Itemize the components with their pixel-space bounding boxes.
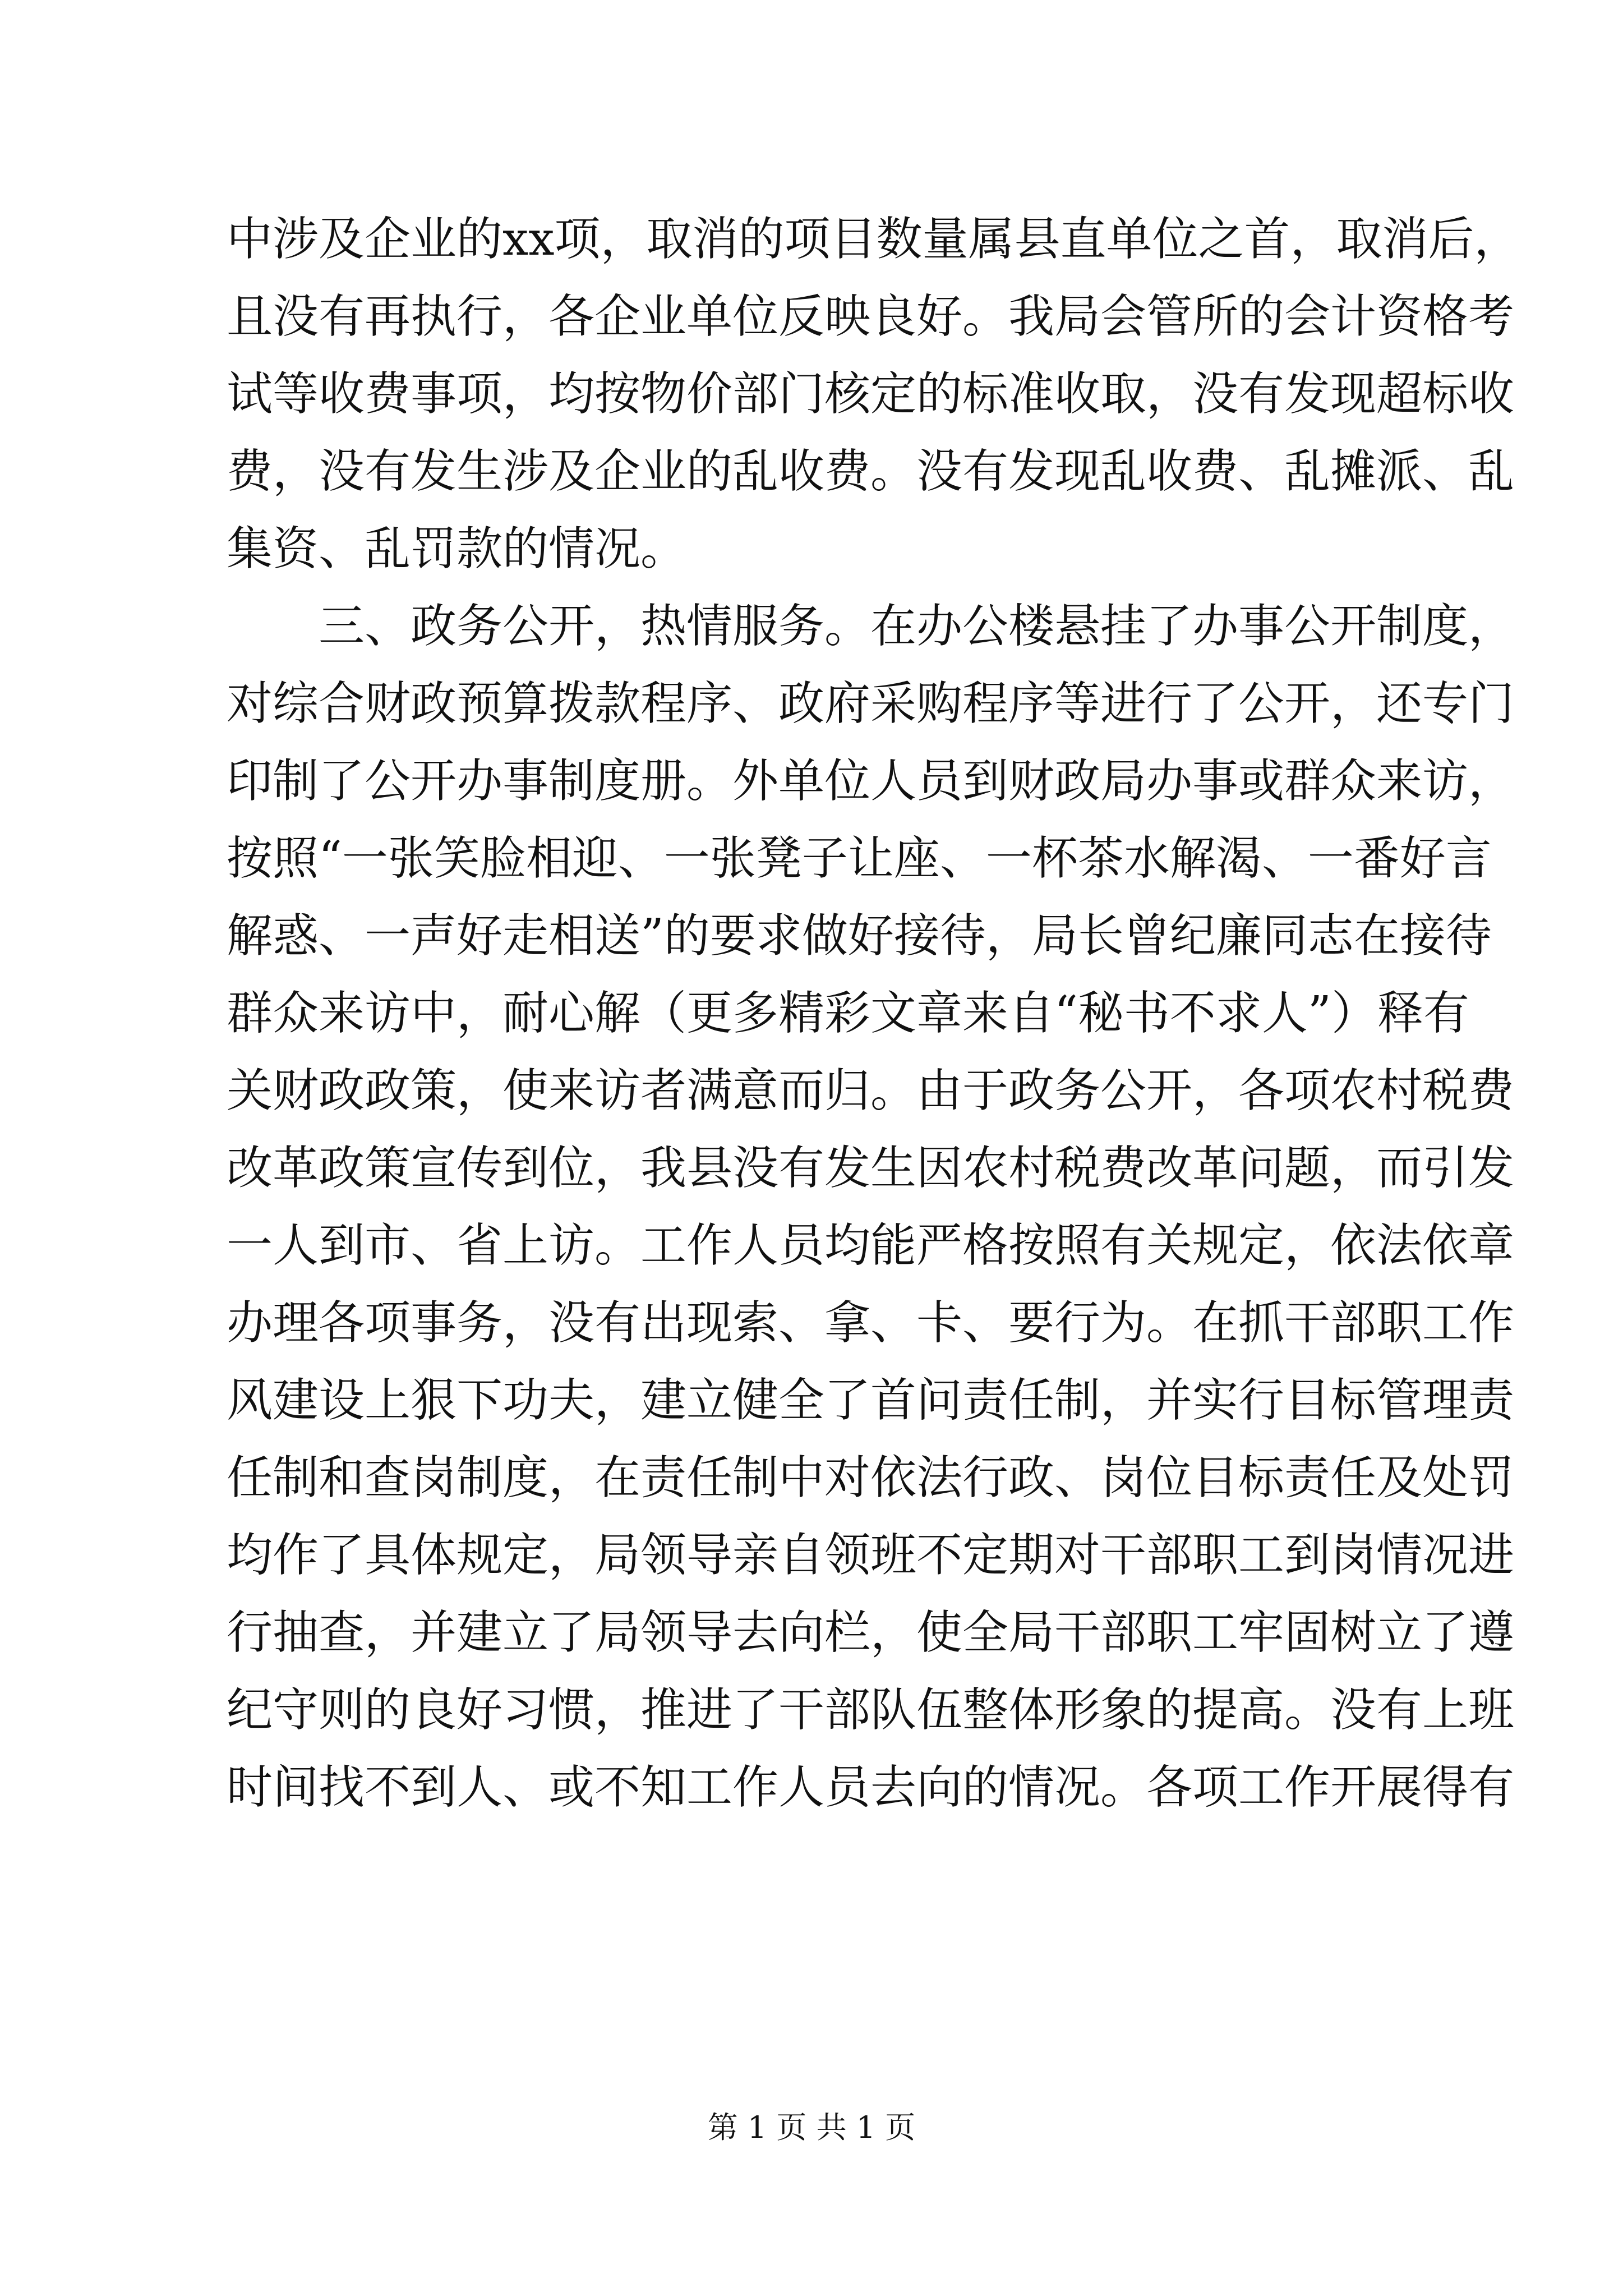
text-line-5: 集资、乱罚款的情况。: [227, 522, 687, 576]
text-line-21: 时间找不到人、或不知工作人员去向的情况。各项工作开展得有: [227, 1761, 1515, 1814]
text-line-12: 关财政政策，使来访者满意而归。由于政务公开，各项农村税费: [227, 1064, 1515, 1117]
text-line-11: 群众来访中，耐心解（更多精彩文章来自“秘书不求人”）释有: [227, 987, 1469, 1040]
text-line-10: 解惑、一声好走相送”的要求做好接待，局长曾纪廉同志在接待: [227, 909, 1492, 963]
text-line-16: 风建设上狠下功夫，建立健全了首问责任制，并实行目标管理责: [227, 1374, 1515, 1427]
text-line-8: 印制了公开办事制度册。外单位人员到财政局办事或群众来访，: [227, 754, 1515, 808]
text-line-6: 三、政务公开，热情服务。在办公楼悬挂了办事公开制度，: [227, 600, 1515, 653]
page-footer: [0, 2108, 1623, 2147]
text-line-15: 办理各项事务，没有出现索、拿、卡、要行为。在抓干部职工作: [227, 1296, 1515, 1350]
text-line-7: 对综合财政预算拨款程序、政府采购程序等进行了公开，还专门: [227, 677, 1515, 730]
text-line-4: 费，没有发生涉及企业的乱收费。没有发现乱收费、乱摊派、乱: [227, 445, 1515, 498]
text-line-3: 试等收费事项，均按物价部门核定的标准收取，没有发现超标收: [227, 367, 1515, 421]
body-text: [227, 201, 1520, 1826]
text-line-18: 均作了具体规定，局领导亲自领班不定期对干部职工到岗情况进: [227, 1529, 1515, 1582]
text-line-13: 改革政策宣传到位，我县没有发生因农村税费改革问题，而引发: [227, 1142, 1515, 1195]
text-line-9: 按照“一张笑脸相迎、一张凳子让座、一杯茶水解渴、一番好言: [227, 832, 1492, 885]
text-line-19: 行抽查，并建立了局领导去向栏，使全局干部职工牢固树立了遵: [227, 1606, 1515, 1659]
page-number-label: 第 1 页 共 1 页: [707, 2110, 916, 2145]
text-line-20: 纪守则的良好习惯，推进了干部队伍整体形象的提高。没有上班: [227, 1683, 1515, 1737]
text-line-17: 任制和查岗制度，在责任制中对依法行政、岗位目标责任及处罚: [227, 1451, 1515, 1504]
text-line-14: 一人到市、省上访。工作人员均能严格按照有关规定，依法依章: [227, 1219, 1515, 1272]
text-line-2: 且没有再执行，各企业单位反映良好。我局会管所的会计资格考: [227, 290, 1515, 343]
text-line-1: 中涉及企业的xx项，取消的项目数量属县直单位之首，取消后，: [227, 213, 1520, 266]
